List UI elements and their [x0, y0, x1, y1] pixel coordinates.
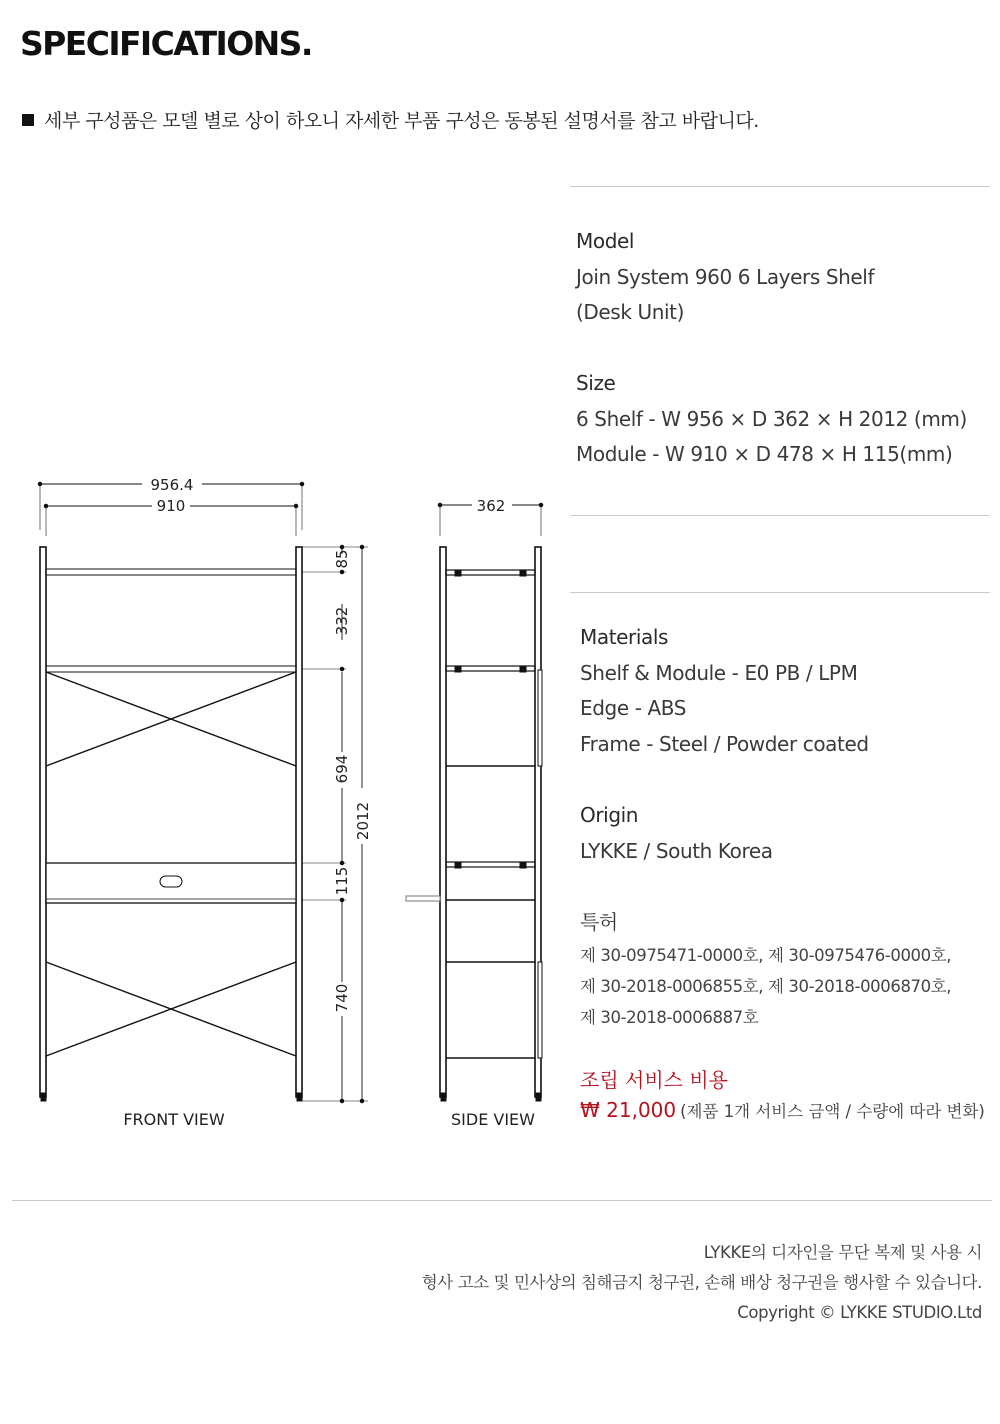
spec-heading: Size — [576, 371, 616, 395]
patent-line: 제 30-0975471-0000호, 제 30-0975476-0000호, — [580, 946, 952, 965]
footer-divider — [12, 1200, 992, 1201]
spec-line: 6 Shelf - W 956 × D 362 × H 2012 (mm) — [576, 406, 967, 431]
side-brace-edge — [538, 962, 542, 1058]
front-right-post — [296, 547, 302, 1097]
dim-segment: 115 — [333, 866, 351, 896]
dim-overall-width: 956.4 — [150, 476, 194, 494]
spec-line: Shelf & Module - E0 PB / LPM — [580, 660, 858, 685]
front-right-foot — [297, 1093, 302, 1101]
spec-size — [576, 366, 967, 473]
service-price-note: (제품 1개 서비스 금액 / 수량에 따라 변화) — [680, 1102, 985, 1121]
footer-notice — [422, 1238, 982, 1328]
square-bullet-icon — [22, 114, 34, 126]
notice-text — [22, 106, 759, 133]
spec-line: LYKKE / South Korea — [580, 838, 773, 863]
front-view-label: FRONT VIEW — [123, 1110, 225, 1129]
spec-heading: Materials — [580, 625, 669, 649]
dim-segment: 332 — [333, 606, 351, 636]
patent-line: 제 30-2018-0006887호 — [580, 1008, 759, 1027]
patent-line: 제 30-2018-0006855호, 제 30-2018-0006870호, — [580, 977, 952, 996]
spec-line: Frame - Steel / Powder coated — [580, 731, 869, 756]
divider — [570, 515, 990, 516]
side-brace-edge — [538, 670, 542, 766]
spec-line: Module - W 910 × D 478 × H 115(mm) — [576, 442, 953, 466]
spec-line: Join System 960 6 Layers Shelf — [576, 264, 875, 289]
side-view-label: SIDE VIEW — [451, 1110, 535, 1129]
front-view — [40, 547, 302, 1101]
spec-line: (Desk Unit) — [576, 300, 684, 324]
front-left-post — [40, 547, 46, 1097]
dim-side-depth: 362 — [476, 497, 506, 515]
front-shelf — [46, 666, 296, 672]
side-front-post — [440, 547, 446, 1097]
dim-segment: 85 — [333, 549, 351, 569]
dim-segment: 694 — [333, 754, 351, 784]
divider — [570, 186, 990, 187]
side-view — [406, 547, 542, 1101]
page-title: SPECIFICATIONS. — [20, 24, 312, 63]
front-desk-module — [46, 863, 296, 903]
front-shelf — [46, 569, 296, 575]
footer-line: 형사 고소 및 민사상의 침해금지 청구권, 손해 배상 청구권을 행사할 수 있습니다. — [421, 1273, 982, 1292]
service-price: ₩ 21,000 — [580, 1098, 677, 1122]
side-module-pullout — [406, 896, 440, 901]
spec-patent-list — [580, 940, 951, 1033]
service-heading: 조립 서비스 비용 — [580, 1068, 728, 1092]
front-left-foot — [41, 1093, 46, 1101]
shelf-technical-drawing — [0, 470, 560, 1150]
dim-frame-width: 910 — [156, 497, 186, 515]
spec-origin — [580, 798, 773, 869]
dim-segment: 740 — [333, 983, 351, 1013]
spec-patent-heading: 특허 — [580, 910, 618, 934]
service-price-row — [580, 1098, 985, 1122]
spec-heading: Model — [576, 229, 635, 253]
spec-materials — [580, 620, 869, 762]
divider — [570, 592, 990, 593]
dim-total-height: 2012 — [354, 801, 372, 841]
spec-line: Edge - ABS — [580, 696, 687, 720]
spec-heading: Origin — [580, 803, 639, 827]
spec-model — [576, 224, 874, 331]
copyright: Copyright © LYKKE STUDIO.Ltd — [737, 1303, 982, 1322]
footer-line: LYKKE의 디자인을 무단 복제 및 사용 시 — [703, 1243, 982, 1262]
notice-label: 세부 구성품은 모델 별로 상이 하오니 자세한 부품 구성은 동봉된 설명서를 참고 바랍니다. — [44, 110, 759, 132]
